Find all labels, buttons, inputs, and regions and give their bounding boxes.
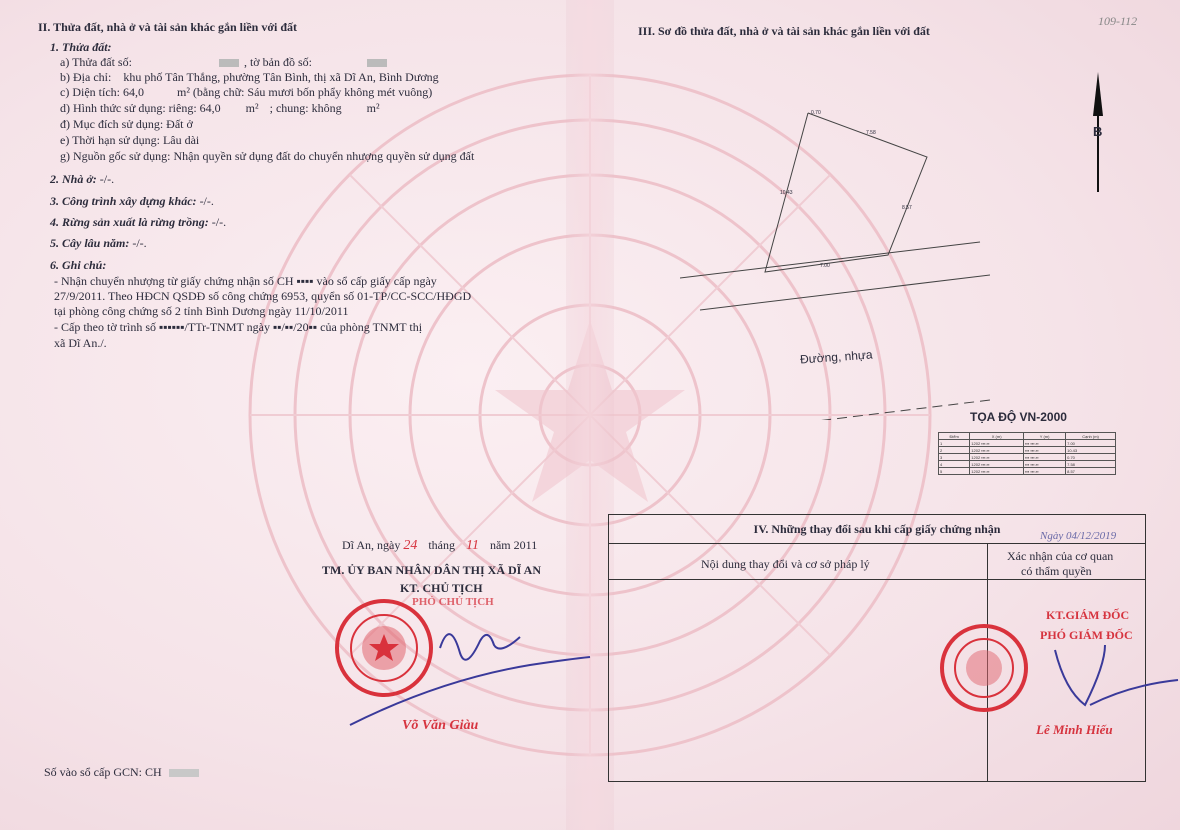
table-row xyxy=(939,454,1116,461)
usage-origin: g) Nguồn gốc sử dụng: Nhận quyền sử dụng đất do chuyển nhượng quyền sử dụng đất xyxy=(60,149,475,163)
table-row xyxy=(939,440,1116,447)
corner-note: 109-112 xyxy=(1098,14,1138,28)
coord-header: Cạnh (m) xyxy=(1066,433,1116,440)
coord-cell: 7.58 xyxy=(1066,461,1116,468)
coord-cell: 1 xyxy=(939,440,970,447)
signature-left xyxy=(345,600,595,730)
parcel-number: a) Thửa đất số: , tờ bản đồ số: xyxy=(60,55,387,70)
coord-cell: 2 xyxy=(939,447,970,454)
coord-cell: 5 xyxy=(939,468,970,475)
coord-cell: 1202 ▪▪▪.▪▪ xyxy=(970,461,1024,468)
coord-cell: 7.00 xyxy=(1066,440,1116,447)
signer-role: KT. CHỦ TỊCH xyxy=(400,581,483,595)
issue-date: Dĩ An, ngày 24 tháng 11 năm 2011 xyxy=(342,538,538,553)
signer-role-stamp: PHÓ CHỦ TỊCH xyxy=(412,596,494,608)
land-title: 1. Thửa đất: xyxy=(50,40,112,54)
note-line: xã Dĩ An./. xyxy=(54,336,107,350)
stamp-role-2: PHÓ GIÁM ĐỐC xyxy=(1040,628,1133,642)
coord-cell: 3 xyxy=(939,454,970,461)
coord-header-row xyxy=(939,433,1116,440)
col-confirm-header-2: có thẩm quyền xyxy=(1021,564,1092,578)
changes-title: IV. Những thay đổi sau khi cấp giấy chứng nhận xyxy=(609,515,1145,544)
edge-label: 7.58 xyxy=(866,130,876,136)
table-row xyxy=(939,468,1116,475)
signer-name-left: Võ Văn Giàu xyxy=(402,718,479,733)
parcel-diagram xyxy=(680,100,990,420)
usage-term: e) Thời hạn sử dụng: Lâu dài xyxy=(60,133,200,147)
handwritten-date: Ngày 04/12/2019 xyxy=(1040,530,1117,542)
coord-cell: 10.43 xyxy=(1066,447,1116,454)
note-line: tại phòng công chứng số 2 tỉnh Bình Dương ngày 11/10/2011 xyxy=(54,304,349,318)
address: b) Địa chỉ: khu phố Tân Thắng, phường Tân Bình, thị xã Dĩ An, Bình Dương xyxy=(60,70,439,84)
coord-cell: 1202 ▪▪▪.▪▪ xyxy=(970,440,1024,447)
note-line: - Nhận chuyển nhượng từ giấy chứng nhận số CH ▪▪▪▪ vào sổ cấp giấy cấp ngày xyxy=(54,274,437,288)
changes-header-rule xyxy=(609,579,1145,580)
coord-header: Điểm xyxy=(939,433,970,440)
section-ii-heading: II. Thửa đất, nhà ở và tài sản khác gắn liền với đất xyxy=(38,20,298,34)
edge-label: 0.70 xyxy=(811,110,821,116)
edge-label: 8.57 xyxy=(902,205,912,211)
coord-cell: 4 xyxy=(939,461,970,468)
authority: TM. ỦY BAN NHÂN DÂN THỊ XÃ DĨ AN xyxy=(322,563,542,577)
usage-form: d) Hình thức sử dụng: riêng: 64,0 m² ; chung: không m² xyxy=(60,101,380,115)
north-label: B xyxy=(1093,124,1103,139)
note-line: - Cấp theo tờ trình số ▪▪▪▪▪▪/TTr-TNMT ngày ▪▪/▪▪/20▪▪ của phòng TNMT thị xyxy=(54,320,423,334)
trees-row: 5. Cây lâu năm: -/-. xyxy=(50,236,147,250)
table-row xyxy=(939,461,1116,468)
official-seal-right xyxy=(938,618,1030,718)
coordinate-table xyxy=(938,432,1116,475)
coord-header: Y (m) xyxy=(1024,433,1066,440)
forest-row: 4. Rừng sản xuất là rừng trồng: -/-. xyxy=(50,215,227,229)
signature-right xyxy=(1040,640,1180,720)
coord-cell: 8.57 xyxy=(1066,468,1116,475)
coord-cell: 1202 ▪▪▪.▪▪ xyxy=(970,468,1024,475)
construction-row: 3. Công trình xây dựng khác: -/-. xyxy=(50,194,214,208)
table-row xyxy=(939,447,1116,454)
coord-cell: ▪▪▪ ▪▪▪.▪▪ xyxy=(1024,468,1066,475)
coord-cell: ▪▪▪ ▪▪▪.▪▪ xyxy=(1024,440,1066,447)
serial-number: Số vào sổ cấp GCN: CH xyxy=(44,765,199,780)
house-row: 2. Nhà ở: -/-. xyxy=(50,172,115,186)
coord-header: X (m) xyxy=(970,433,1024,440)
road-label: Đường, nhựa xyxy=(799,347,874,367)
stamp-role-1: KT.GIÁM ĐỐC xyxy=(1046,608,1130,622)
coord-cell: ▪▪▪ ▪▪▪.▪▪ xyxy=(1024,461,1066,468)
col-content-header: Nội dung thay đổi và cơ sở pháp lý xyxy=(701,557,870,571)
coord-cell: 0.70 xyxy=(1066,454,1116,461)
coord-cell: ▪▪▪ ▪▪▪.▪▪ xyxy=(1024,447,1066,454)
coord-title: TỌA ĐỘ VN-2000 xyxy=(970,410,1067,424)
area: c) Diện tích: 64,0 m² (bằng chữ: Sáu mươi bốn phẩy không mét vuông) xyxy=(60,85,433,99)
signer-name-right: Lê Minh Hiếu xyxy=(1036,722,1113,737)
coord-cell: ▪▪▪ ▪▪▪.▪▪ xyxy=(1024,454,1066,461)
edge-label: 7.00 xyxy=(820,263,830,269)
coord-cell: 1202 ▪▪▪.▪▪ xyxy=(970,454,1024,461)
usage-purpose: đ) Mục đích sử dụng: Đất ở xyxy=(60,117,193,131)
notes-title: 6. Ghi chú: xyxy=(50,258,107,272)
section-iii-heading: III. Sơ đồ thửa đất, nhà ở và tài sản khác gắn liền với đất xyxy=(638,24,930,38)
col-confirm-header-1: Xác nhận của cơ quan xyxy=(1007,549,1114,563)
note-line: 27/9/2011. Theo HĐCN QSDĐ số công chứng 6953, quyển số 01-TP/CC-SCC/HĐGD xyxy=(54,289,472,303)
coord-cell: 1202 ▪▪▪.▪▪ xyxy=(970,447,1024,454)
edge-label: 10.43 xyxy=(780,190,793,196)
